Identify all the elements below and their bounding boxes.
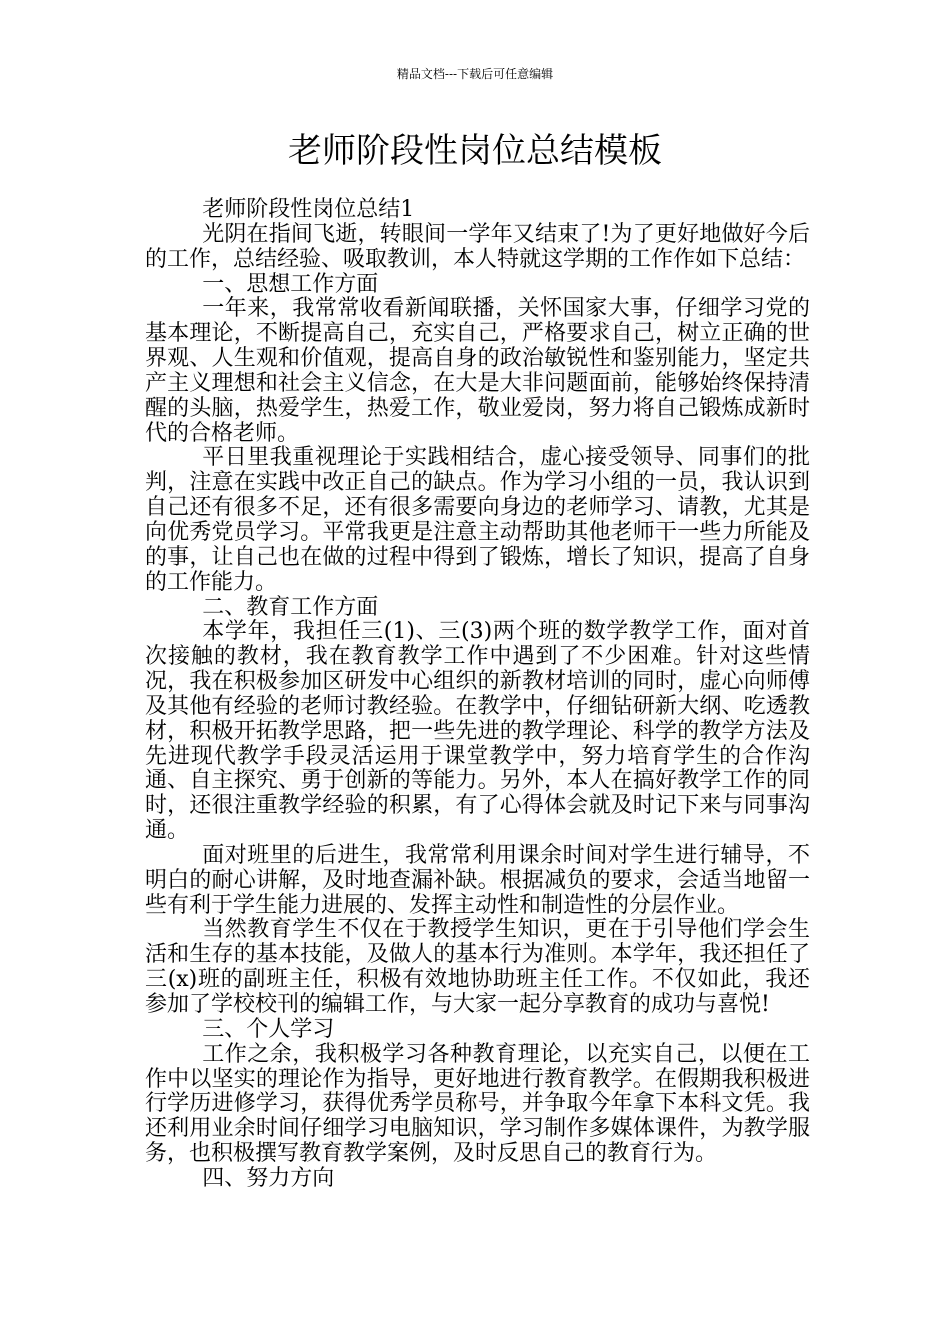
document-body: [145, 198, 810, 1192]
section-heading-1: 一、思想工作方面: [202, 271, 379, 297]
section-heading-4: 四、努力方向: [202, 1165, 335, 1191]
page-header: 精品文档---下载后可任意编辑: [396, 67, 554, 81]
section-heading-2: 二、教育工作方面: [202, 594, 379, 620]
section-2-paragraph-1: 本学年，我担任三(1)、三(3)两个班的数学教学工作，面对首次接触的教材，我在教育教学工作中遇到了不少困难。针对这些情况，我在积极参加区研发中心组织的新教材培训的同时，虚心向师傅及其他有经验的老师讨教经验。在教学中，仔细钻研新大纲、吃透教材，积极开拓教学思路，把一些先进的教学理论、科学的教学方法及先进现代教学手段灵活运用于课堂教学中，努力培育学生的合作沟通、自主探究、勇于创新的等能力。另外，本人在搞好教学工作的同时，还很注重教学经验的积累，有了心得体会就及时记下来与同事沟通。: [145, 619, 810, 844]
section-2-paragraph-3: 当然教育学生不仅在于教授学生知识，更在于引导他们学会生活和生存的基本技能，及做人的基本行为准则。本学年，我还担任了三(x)班的副班主任，积极有效地协助班主任工作。不仅如此，我还参加了学校校刊的编辑工作，与大家一起分享教育的成功与喜悦!: [145, 917, 810, 1017]
section-1-paragraph-2: 平日里我重视理论于实践相结合，虚心接受领导、同事们的批判，注意在实践中改正自己的缺点。作为学习小组的一员，我认识到自己还有很多不足，还有很多需要向身边的老师学习、请教，尤其是向优秀党员学习。平常我更是注意主动帮助其他老师干一些力所能及的事，让自己也在做的过程中得到了锻炼，增长了知识，提高了自身的工作能力。: [145, 445, 810, 595]
section-3-paragraph-1: 工作之余，我积极学习各种教育理论，以充实自己，以便在工作中以坚实的理论作为指导，更好地进行教育教学。在假期我积极进行学历进修学习，获得优秀学员称号，并争取今年拿下本科文凭。我还利用业余时间仔细学习电脑知识，学习制作多媒体课件，为教学服务，也积极撰写教育教学案例，及时反思自己的教育行为。: [145, 1041, 810, 1167]
section-subtitle: 老师阶段性岗位总结1: [202, 197, 415, 222]
section-2-paragraph-2: 面对班里的后进生，我常常利用课余时间对学生进行辅导，不明白的耐心讲解，及时地查漏补缺。根据减负的要求，会适当地留一些有利于学生能力进展的、发挥主动性和制造性的分层作业。: [145, 842, 810, 918]
document-title: 老师阶段性岗位总结模板: [288, 131, 662, 171]
section-heading-3: 三、个人学习: [202, 1016, 335, 1042]
section-1-paragraph-1: 一年来，我常常收看新闻联播，关怀国家大事，仔细学习党的基本理论，不断提高自己，充实自己，严格要求自己，树立正确的世界观、人生观和价值观，提高自身的政治敏锐性和鉴别能力，坚定共产主义理想和社会主义信念，在大是大非问题面前，能够始终保持清醒的头脑，热爱学生，热爱工作，敬业爱岗，努力将自己锻炼成新时代的合格老师。: [145, 296, 810, 446]
intro-paragraph: 光阴在指间飞逝，转眼间一学年又结束了!为了更好地做好今后的工作，总结经验、吸取教训，本人特就这学期的工作作如下总结：: [145, 221, 810, 272]
